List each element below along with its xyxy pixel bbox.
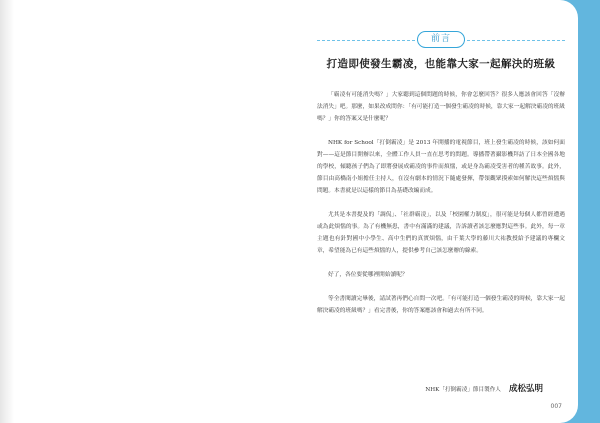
signature [425, 376, 543, 395]
body-text [317, 89, 565, 389]
page-number: 007 [550, 403, 562, 410]
paragraph: 「霸凌有可能消失嗎？」大家聽到這個問題的時候，你會怎麼回答？很多人應該會回答「沒辦法消失」吧。那麼，如果改成問你：「有可能打造一個發生霸凌的時候，靠大家一起解決霸凌的班級嗎？」你的答案又是什麼呢？ [317, 92, 565, 122]
paragraph: NHK for School「打倒霸凌」是 2013 年開播的電視節目，班上發生霸凌的時候，該如何面對——這是節目開辦以來，全體工作人員一直在思考的問題。導播帶著攝影機拜訪了日本全國各地的學校，傾聽孩子們為了即將發展成霸凌的事件而煩惱，或是身為霸凌受害者的種苦故事。此外，節目由高橋南小姐擔任主持人，在沒有劇本的情況下隨處發揮，帶領觀眾摸索如何解決這些煩惱與問題。本書就是以這樣的節目為基礎改編而成。 [317, 140, 565, 194]
paragraph: 等全書閱讀完畢後，請試著再們心自問一次吧。「有可能打造一個發生霸凌的時候，靠大家一起解決霸凌的班級嗎？」看完書後，你的答案應該會和過去有所不同。 [317, 296, 565, 314]
paragraph: 好了，各位要從哪裡開始讀呢？ [328, 272, 408, 278]
signature-role: NHK「打倒霸凌」節目製作人 [425, 387, 501, 393]
signature-name: 成松弘明 [508, 384, 543, 394]
section-header [317, 30, 565, 50]
spine-shadow [0, 0, 14, 423]
paragraph: 尤其是本書提及的「調侃」、「社群霸凌」，以及「校園權力制度」，很可能是每個人都曾經遭遇或為此煩惱的事。為了有機無患，書中有滿滿的建議，告訴讀者該怎麼應對這些事。此外，每一章主題也有針對國中小學生、高中生們的真實煩惱，由千葉大學的藤川大祐教授給予建議的專欄文章，希望能為已有這些煩惱的人，提供參考自己該怎麼辦的線索。 [317, 212, 565, 254]
headline: 打造即使發生霸凌，也能靠大家一起解決的班級 [326, 58, 556, 70]
section-badge: 前言 [417, 31, 465, 48]
